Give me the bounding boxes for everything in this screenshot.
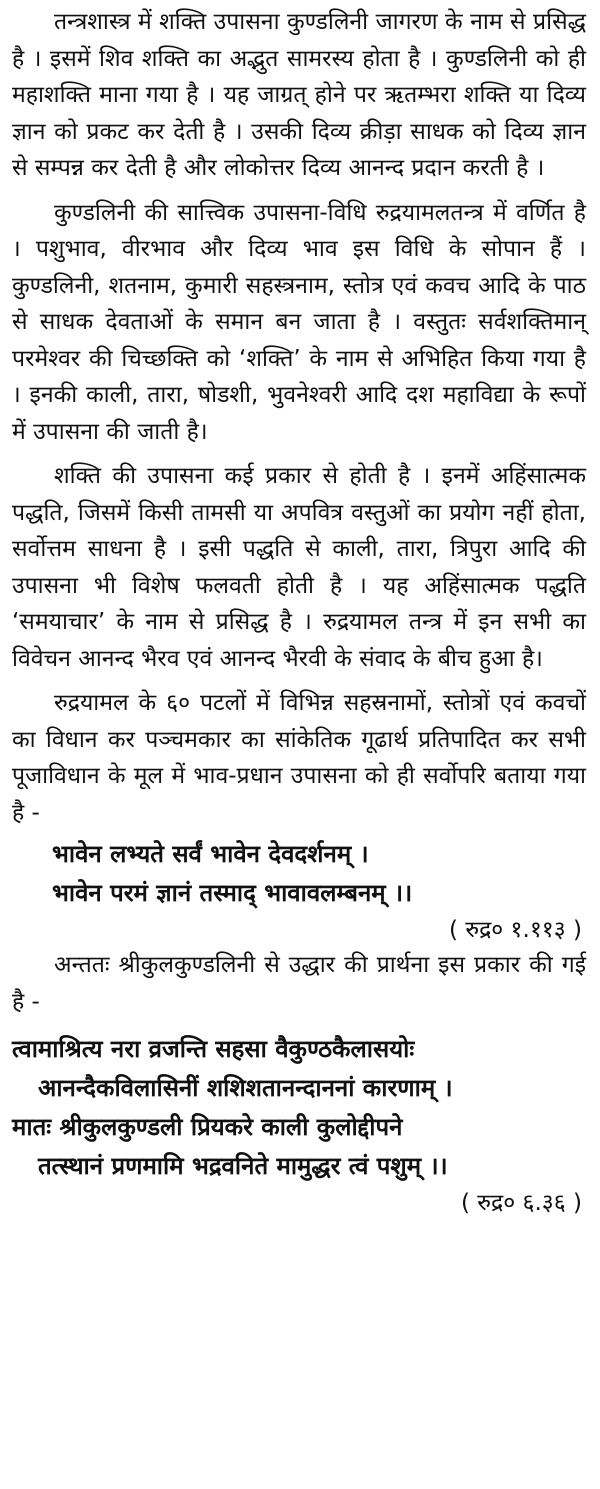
verse-line: मातः श्रीकुलकुण्डली प्रियकरे काली कुलोद्दीपने [12, 1113, 403, 1141]
verse-line: भावेन लभ्यते सर्वं भावेन देवदर्शनम् । [52, 840, 369, 868]
paragraph-rudrayamal-patal: रुद्रयामल के ६० पटलों में विभिन्न सहस्रनामों, स्तोत्रों एवं कवचों का विधान कर पञ्चमकार का सांकेतिक गूढार्थ प्रतिपादित कर सभी पूजाविधान के मूल में भाव-प्रधान उपासना को ही सर्वोपरि बताया गया है - [12, 690, 586, 826]
paragraph-ahimsatmak-paddhati: शक्ति की उपासना कई प्रकार से होती है । इनमें अहिंसात्मक पद्धति, जिसमें किसी तामसी या अपवित्र वस्तुओं का प्रयोग नहीं होता, सर्वोत्तम साधना है । इसी पद्धति से काली, तारा, त्रिपुरा आदि की उपासना भी विशेष फलवती होती है । यह अहिंसात्मक पद्धति ‘समयाचार’ के नाम से प्रसिद्ध है । रुद्रयामल तन्त्र में इन सभी का विवेचन आनन्द भैरव एवं आनन्द भैरवी के संवाद के बीच हुआ है। [12, 463, 586, 672]
verse-line: तत्स्थानं प्रणमामि भद्रवनिते मामुद्धर त्वं पशुम् ।। [38, 1152, 448, 1180]
verse-block-bhavena [12, 835, 586, 947]
verse-line: त्वामाश्रित्य नरा व्रजन्ति सहसा वैकुण्ठकैलासयोः [12, 1035, 415, 1063]
verse-reference: ( रुद्र० ६.३६ ) [461, 1190, 582, 1216]
paragraph-sattvik-vidhi: कुण्डलिनी की सात्त्विक उपासना-विधि रुद्रयामलतन्त्र में वर्णित है । पशुभाव, वीरभाव और दिव्य भाव इस विधि के सोपान हैं । कुण्डलिनी, शतनाम, कुमारी सहस्त्रनाम, स्तोत्र एवं कवच आदि के पाठ से साधक देवताओं के समान बन जाता है । वस्तुतः सर्वशक्तिमान् परमेश्वर की चिच्छक्ति को ‘शक्ति’ के नाम से अभिहित किया गया है । इनकी काली, तारा, षोडशी, भुवनेश्वरी आदि दश महाविद्या के रूपों में उपासना की जाती है। [12, 199, 586, 445]
verse-block-tvamashritya [12, 1030, 586, 1220]
verse-line: आनन्दैकविलासिनीं शशिशतानन्दाननां कारणाम् । [38, 1074, 453, 1102]
paragraph-antatah: अन्ततः श्रीकुलकुण्डलिनी से उद्धार की प्रार्थना इस प्रकार की गई है - [12, 952, 586, 1015]
verse-reference: ( रुद्र० १.११३ ) [449, 917, 582, 943]
paragraph-kundalini-intro: तन्त्रशास्त्र में शक्ति उपासना कुण्डलिनी जागरण के नाम से प्रसिद्ध है । इसमें शिव शक्ति का अद्भुत सामरस्य होता है । कुण्डलिनी को ही महाशक्ति माना गया है । यह जाग्रत् होने पर ऋतम्भरा शक्ति या दिव्य ज्ञान को प्रकट कर देती है । उसकी दिव्य क्रीड़ा साधक को दिव्य ज्ञान से सम्पन्न कर देती है और लोकोत्तर दिव्य आनन्द प्रदान करती है । [12, 9, 586, 181]
verse-line: भावेन परमं ज्ञानं तस्माद् भावावलम्बनम् ।। [52, 879, 413, 907]
